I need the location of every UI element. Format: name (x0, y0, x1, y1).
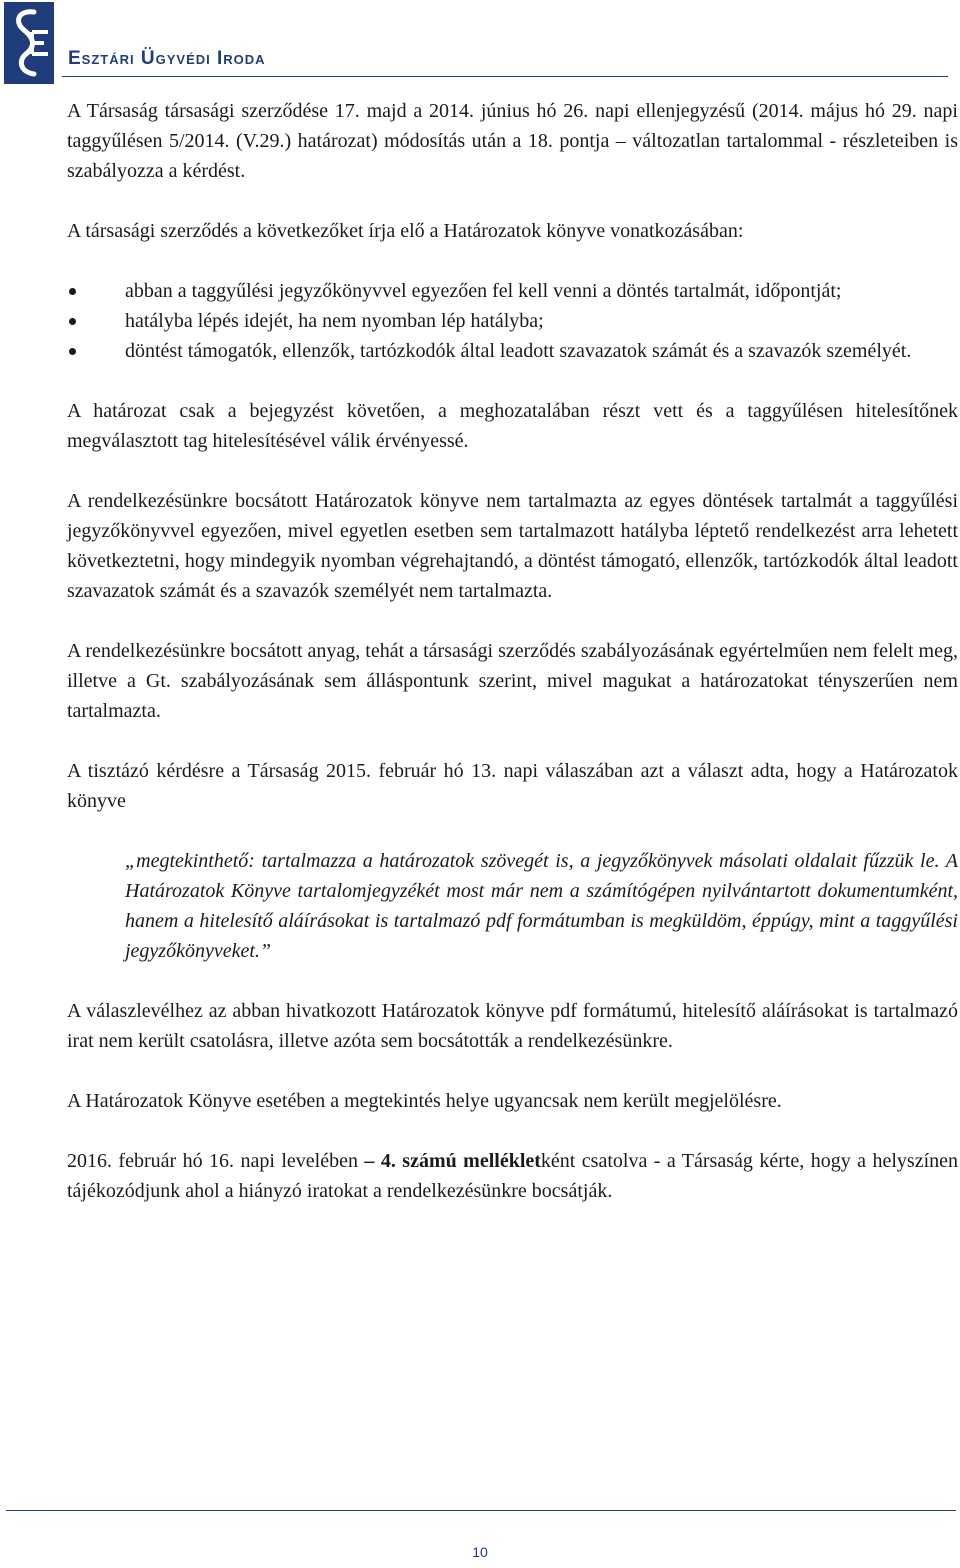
bullet-icon (69, 348, 76, 355)
paragraph-inquiry: A tisztázó kérdésre a Társaság 2015. február hó 13. napi válaszában azt a választ adta, hogy a Határozatok könyve (67, 760, 958, 812)
page-header (0, 0, 960, 84)
quoted-reply: „megtekinthető: tartalmazza a határozatok szövegét is, a jegyzőkönyvek másolati oldalait fűzzük le. A Határozatok Könyve tartalomjegyzékét most már nem a számítógépen nyilvántartott dokumentumként, hanem a hitelesítő aláírásokat is tartalmazó pdf formátumban is megküldöm, éppúgy, mint a taggyűlési jegyzőkönyveket.” (125, 850, 958, 962)
paragraph-attachment: A válaszlevélhez az abban hivatkozott Határozatok könyve pdf formátumú, hitelesítő aláírásokat is tartalmazó irat nem került csatolásra, illetve azóta sem bocsátották a rendelkezésünkre. (67, 1000, 958, 1052)
list-item: abban a taggyűlési jegyzőkönyvvel egyezően fel kell venni a döntés tartalmát, időpontját; (67, 276, 958, 306)
bullet-icon (69, 318, 76, 325)
esztari-monogram-logo (4, 2, 54, 84)
bullet-icon (69, 288, 76, 295)
document-body (67, 96, 958, 1206)
header-divider (62, 76, 948, 77)
paragraph-intro: A társasági szerződés a következőket írja elő a Határozatok könyve vonatkozásában: (67, 220, 744, 242)
paragraph-findings: A rendelkezésünkre bocsátott Határozatok könyve nem tartalmazta az egyes döntések tartalmát a taggyűlési jegyzőkönyvvel egyezően, mivel egyetlen esetben sem tartalmazott hatályba léptető rendelkezést arra lehetett következtetni, hogy mindegyik nyomban végrehajtandó, a döntést támogató, ellenzők, tartózkodók által leadott szavazatok számát és a szavazók személyét nem tartalmazta. (67, 490, 958, 602)
paragraph-validity: A határozat csak a bejegyzést követően, a meghozatalában részt vett és a taggyűlésen hitelesítőnek megválasztott tag hitelesítésével válik érvényessé. (67, 400, 958, 452)
firm-name: Esztári Ügyvédi Iroda (68, 48, 266, 69)
list-item: döntést támogatók, ellenzők, tartózkodók által leadott szavazatok számát és a szavazók személyét. (67, 336, 958, 366)
list-item: hatályba lépés idejét, ha nem nyomban lép hatályba; (67, 306, 958, 336)
paragraph-letter: 2016. február hó 16. napi levelében – 4. számú mellékletként csatolva - a Társaság kérte, hogy a helyszínen tájékozódjunk ahol a hiányzó iratokat a rendelkezésünkre bocsátják. (67, 1150, 959, 1202)
footer-divider (6, 1510, 956, 1511)
requirements-list (67, 276, 958, 366)
paragraph-articles: A Társaság társasági szerződése 17. majd a 2014. június hó 26. napi ellenjegyzésű (2014. május hó 29. napi taggyűlésen 5/2014. (V.29.) határozat) módosítás után a 18. pontja – változatlan tartalommal - részleteiben is szabályozza a kérdést. (67, 100, 958, 182)
page-number: 10 (472, 1544, 488, 1560)
paragraph-conclusion: A rendelkezésünkre bocsátott anyag, tehát a társasági szerződés szabályozásának egyértelműen nem felelt meg, illetve a Gt. szabályozásának sem álláspontunk szerint, mivel magukat a határozatokat tényszerűen nem tartalmazta. (67, 640, 958, 722)
annex-reference: – 4. számú melléklet (364, 1150, 541, 1172)
paragraph-location: A Határozatok Könyve esetében a megtekintés helye ugyancsak nem került megjelölésre. (67, 1090, 782, 1112)
